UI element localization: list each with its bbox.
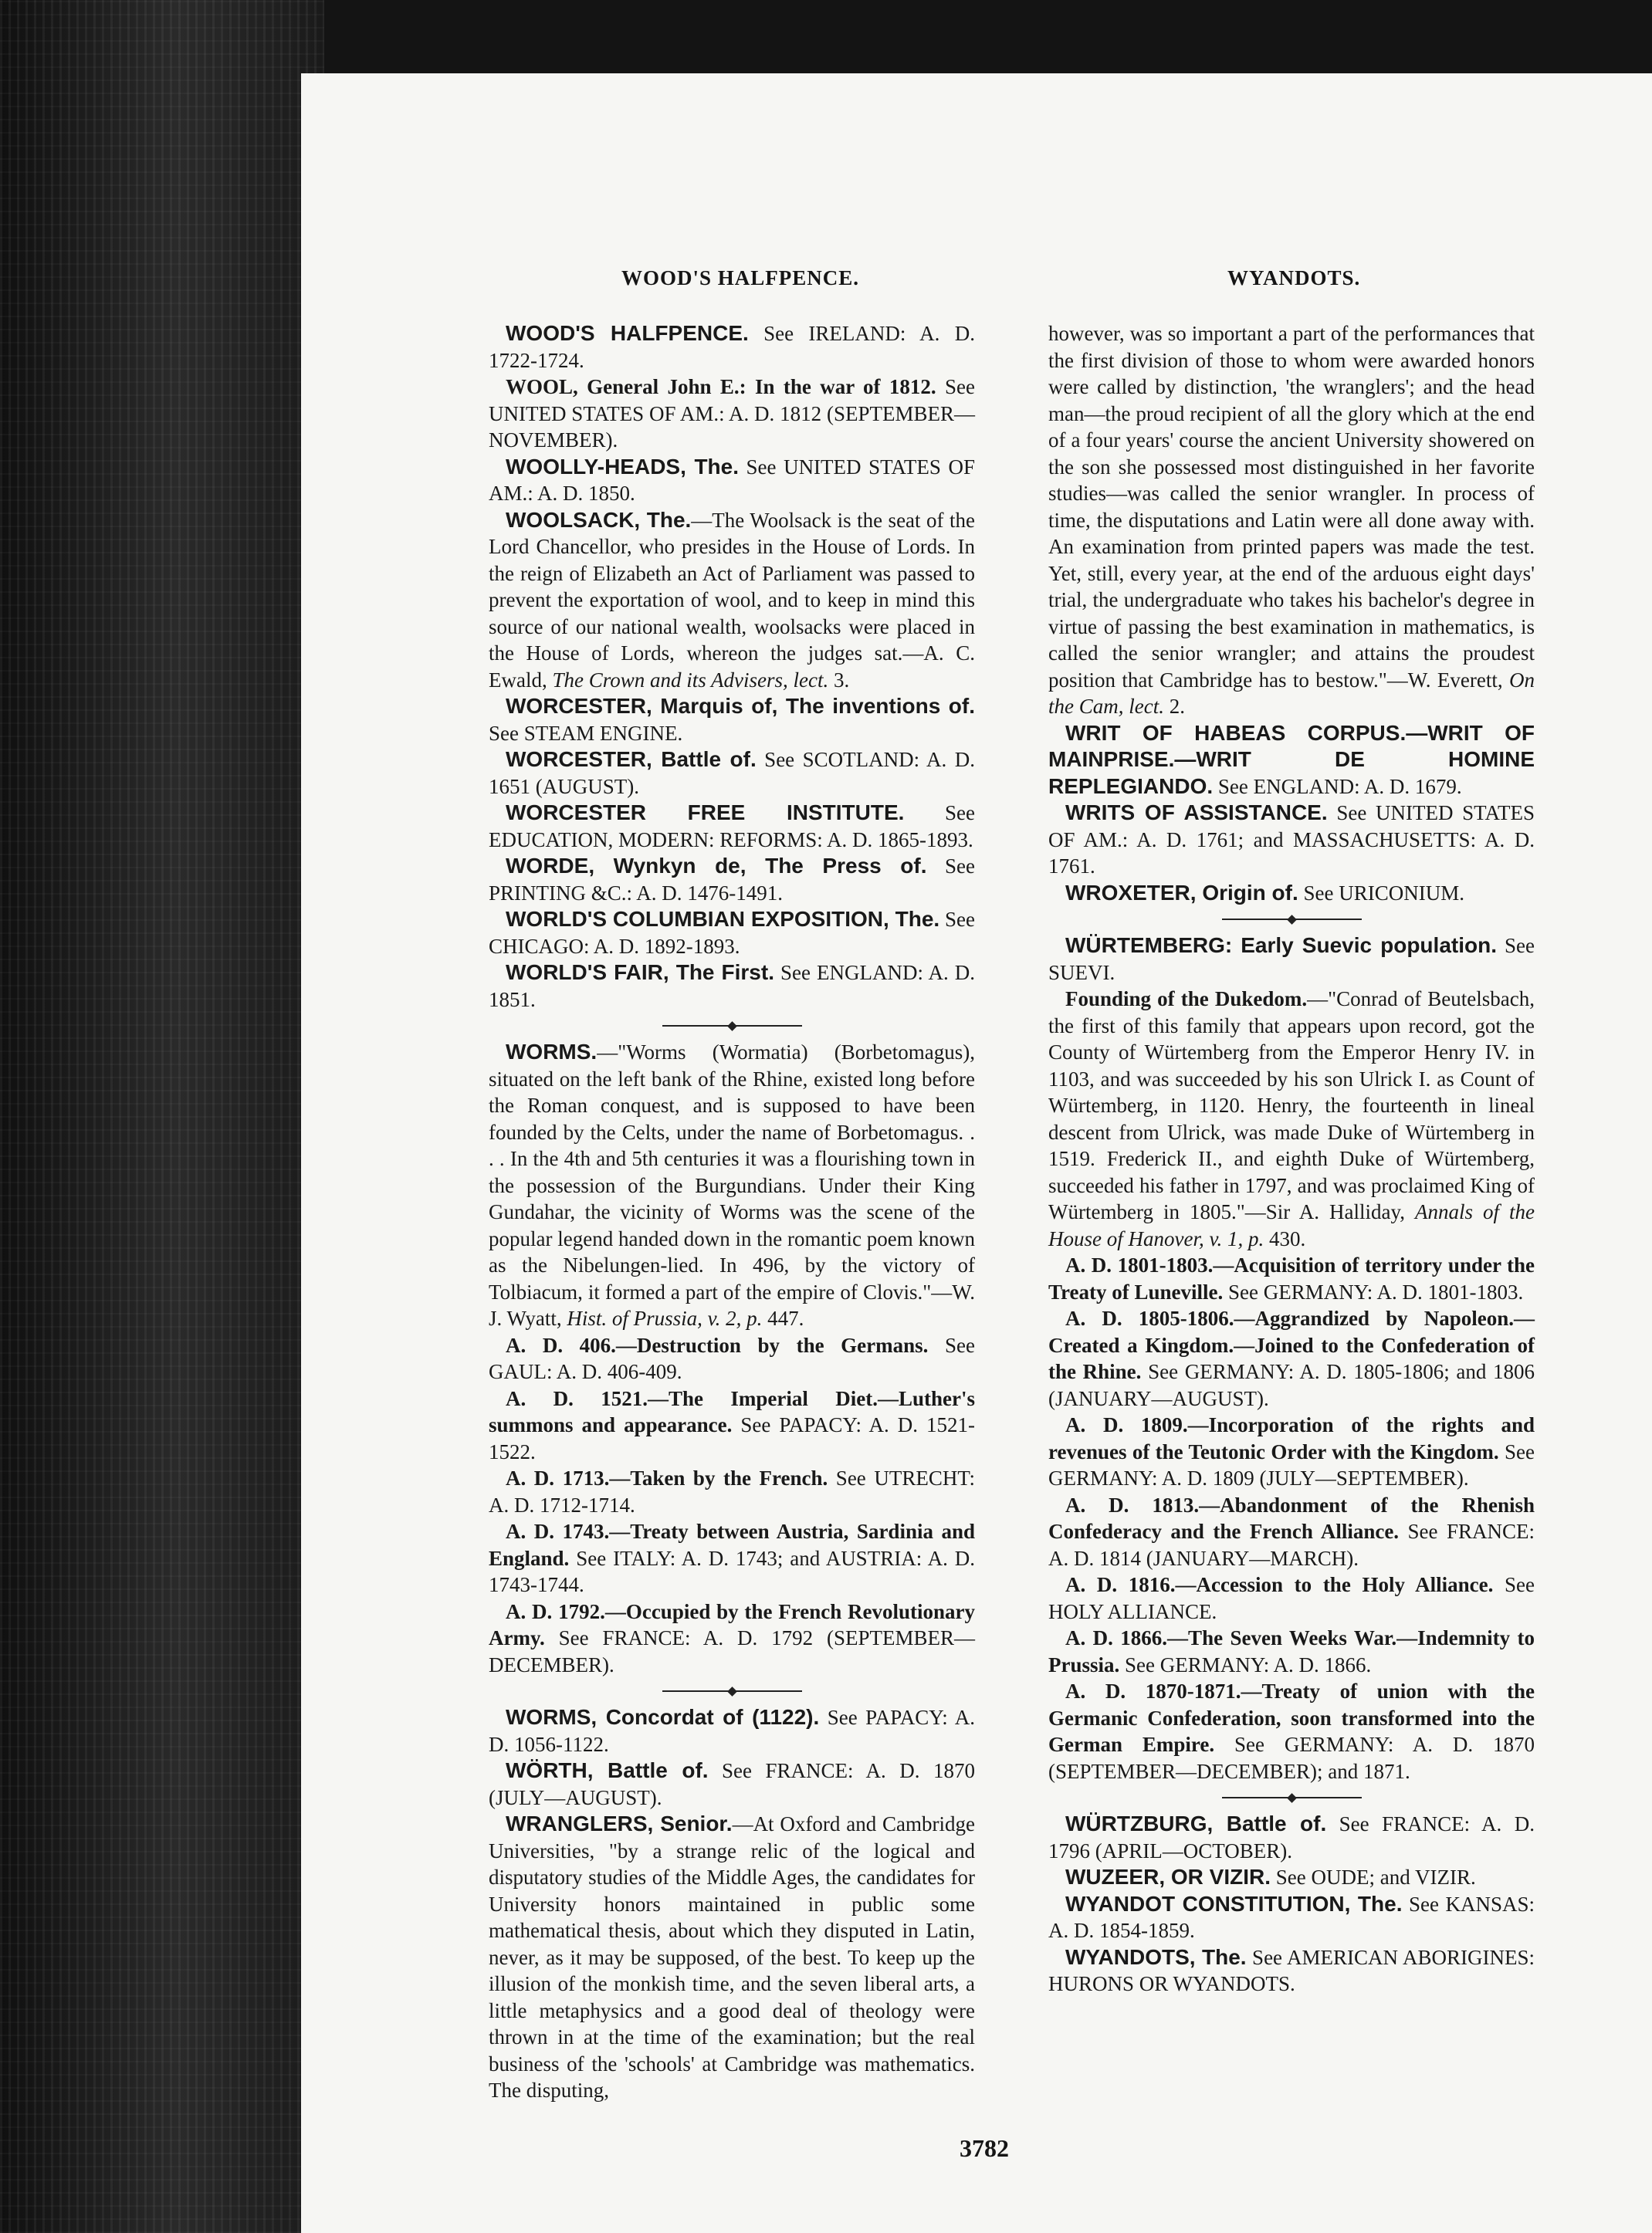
- diamond-ornament-icon: [1287, 1793, 1297, 1803]
- entry-headword: WORCESTER, Battle of.: [506, 747, 757, 771]
- entry-headword: WRIT OF HABEAS CORPUS.—WRIT OF MAINPRISE.—WRIT DE HOMINE REPLEGIANDO.: [1048, 720, 1535, 798]
- entry-headword: WUZEER, OR VIZIR.: [1065, 1865, 1271, 1889]
- entry-text: —The Woolsack is the seat of the Lord Chancellor, who presides in the House of Lords. In the reign of Elizabeth an Act of Parliament was passed to prevent the exportation of wool, and to keep in mind this source of our national wealth, woolsacks were placed in the House of Lords, whereon the judges sat.—A. C. Ewald,: [489, 508, 976, 692]
- entry: [489, 853, 975, 906]
- entry-text: See FRANCE: A. D. 1792 (SEPTEMBER—DECEMBER).: [489, 1626, 975, 1676]
- entry: [1048, 1864, 1535, 1891]
- entry-headword: A. D. 406.—Destruction by the Germans.: [506, 1333, 929, 1357]
- entry: [489, 959, 975, 1013]
- entry-headword: A. D. 1801-1803.—Acquisition of territory under the Treaty of Luneville.: [1048, 1254, 1535, 1304]
- section-divider: [1048, 906, 1535, 932]
- entry-headword: WORMS.: [506, 1040, 597, 1064]
- section-divider: [489, 1013, 975, 1039]
- entry-text: See UNITED STATES OF AM.: A. D. 1761; and MASSACHUSETTS: A. D. 1761.: [1048, 801, 1535, 878]
- entry-headword: Founding of the Dukedom.: [1065, 987, 1308, 1010]
- entry: [1048, 1572, 1535, 1625]
- entry: [489, 374, 975, 454]
- entry-text: See UTRECHT: A. D. 1712-1714.: [489, 1467, 975, 1517]
- page-number: 3782: [960, 2134, 1009, 2162]
- entry: [489, 746, 975, 800]
- diamond-ornament-icon: [727, 1021, 737, 1031]
- entry: [489, 507, 975, 694]
- entry-headword: WROXETER, Origin of.: [1065, 880, 1298, 905]
- entry-text: however, was so important a part of the performances that the first division of those to whom were awarded honors were called by distinction, 'the wranglers'; and the head man—the proud recipient of all the glory which at the end of a four years' course the ancient University showered on the son she possessed most distinguished in her favorite studies—was called the senior wrangler. In process of time, the disputations and Latin were all done away with. An examination from printed papers was made the test. Yet, still, every year, at the end of the arduous eight days' trial, the undergraduate who takes his bachelor's degree in virtue of passing the best examination in mathematics, is called the senior wrangler; and attains the proudest position that Cambridge has to bestow."—W. Everett,: [1048, 322, 1535, 692]
- entry-headword: A. D. 1866.—The Seven Weeks War.—Indemnity to Prussia.: [1048, 1626, 1535, 1676]
- entry-text: See OUDE; and VIZIR.: [1271, 1866, 1476, 1889]
- section-divider: [489, 1678, 975, 1704]
- entry-headword: WYANDOTS, The.: [1065, 1944, 1247, 1969]
- entry-headword: WORLD'S FAIR, The First.: [506, 960, 774, 984]
- entry-headword: WORCESTER, Marquis of, The inventions of.: [506, 694, 975, 718]
- entry-text: 3.: [828, 668, 850, 692]
- entry-headword: WOOD'S HALFPENCE.: [506, 321, 749, 345]
- entry: [489, 454, 975, 507]
- entry: [1048, 800, 1535, 880]
- entry: [489, 1039, 975, 1332]
- entry: [1048, 880, 1535, 907]
- entry-headword: A. D. 1521.—The Imperial Diet.—Luther's summons and appearance.: [489, 1386, 975, 1436]
- entry-text: See GAUL: A. D. 406-409.: [489, 1333, 975, 1383]
- entry-text: See UNITED STATES OF AM.: A. D. 1850.: [489, 455, 975, 505]
- entry-text: See FRANCE: A. D. 1814 (JANUARY—MARCH).: [1048, 1520, 1535, 1570]
- entry: [1048, 1891, 1535, 1944]
- entry-text: See FRANCE: A. D. 1870 (JULY—AUGUST).: [489, 1759, 975, 1809]
- entry-text: See ENGLAND: A. D. 1679.: [1213, 774, 1462, 798]
- entry: [489, 1332, 975, 1385]
- entry: [489, 1465, 975, 1518]
- entry: [489, 800, 975, 853]
- entry: [489, 693, 975, 746]
- entry: [1048, 1678, 1535, 1785]
- entry-text: See ENGLAND: A. D. 1851.: [489, 961, 975, 1011]
- left-column: [489, 320, 975, 2104]
- entry: [1048, 1811, 1535, 1864]
- entry-text: See URICONIUM.: [1298, 881, 1465, 905]
- entry-headword: WOOLSACK, The.: [506, 507, 692, 532]
- entry-headword: A. D. 1805-1806.—Aggrandized by Napoleon.—Created a Kingdom.—Joined to the Confederation of the Rhine.: [1048, 1307, 1535, 1383]
- entry-text: See GERMANY: A. D. 1866.: [1119, 1653, 1372, 1676]
- entry-citation: On the Cam, lect.: [1048, 668, 1535, 718]
- entry-text: See HOLY ALLIANCE.: [1048, 1573, 1535, 1623]
- entry-headword: WORLD'S COLUMBIAN EXPOSITION, The.: [506, 907, 940, 931]
- entry-headword: WOOL, General John E.: In the war of 1812.: [506, 375, 936, 398]
- entry-text: See PRINTING &C.: A. D. 1476-1491.: [489, 854, 975, 905]
- entry-headword: WÖRTH, Battle of.: [506, 1758, 709, 1782]
- entry-text: See EDUCATION, MODERN: REFORMS: A. D. 1865-1893.: [489, 801, 975, 851]
- entry-text: See FRANCE: A. D. 1796 (APRIL—OCTOBER).: [1048, 1812, 1535, 1863]
- entry-headword: WRANGLERS, Senior.: [506, 1812, 733, 1835]
- entry: [1048, 1412, 1535, 1492]
- entry-headword: WÜRTEMBERG: Early Suevic population.: [1065, 933, 1497, 957]
- entry-headword: A. D. 1713.—Taken by the French.: [506, 1467, 828, 1490]
- right-column: [1048, 320, 1535, 1998]
- entry-text: See IRELAND: A. D. 1722-1724.: [489, 322, 975, 372]
- entry-headword: A. D. 1813.—Abandonment of the Rhenish Confederacy and the French Alliance.: [1048, 1493, 1535, 1543]
- entry-text: 447.: [762, 1307, 804, 1330]
- entry: [1048, 1944, 1535, 1998]
- entry-headword: A. D. 1816.—Accession to the Holy Alliance.: [1065, 1573, 1494, 1596]
- entry: [489, 1758, 975, 1811]
- entry-text: —"Conrad of Beutelsbach, the first of this family that appears upon record, got the County of Würtemberg from the Emperor Henry IV. in 1103, and was succeeded by his son Ulrick I. as Count of Würtemberg, in 1120. Henry, the fourteenth in lineal descent from Ulrick, was made Duke of Würtemberg in 1519. Frederick II., and eighth Duke of Würtemberg, succeeded his father in 1797, and was proclaimed King of Würtemberg in 1805."—Sir A. Halliday,: [1048, 987, 1535, 1223]
- entry-citation: Annals of the House of Hanover, v. 1, p.: [1048, 1200, 1535, 1250]
- diamond-ornament-icon: [1287, 915, 1297, 925]
- section-divider: [1048, 1785, 1535, 1811]
- entry-text: —"Worms (Wormatia) (Borbetomagus), situated on the left bank of the Rhine, existed long before the Roman conquest, and is supposed to have been founded by the Celts, under the name of Borbetomagus. . . . In the 4th and 5th centuries it was a flourishing town in the possession of the Burgundians. Under their King Gundahar, the vicinity of Worms was the scene of the popular legend handed down in the romantic poem known as the Nibelungen-lied. In 496, by the victory of Tolbiacum, it formed a part of the empire of Clovis."—W. J. Wyatt,: [489, 1040, 975, 1330]
- entry-headword: A. D. 1870-1871.—Treaty of union with the Germanic Confederation, soon transformed into the German Empire.: [1048, 1680, 1535, 1756]
- entry-headword: A. D. 1792.—Occupied by the French Revolutionary Army.: [489, 1599, 975, 1649]
- entry-headword: WORCESTER FREE INSTITUTE.: [506, 800, 905, 824]
- entry: [1048, 986, 1535, 1252]
- entry-text: See KANSAS: A. D. 1854-1859.: [1048, 1892, 1535, 1942]
- entry-headword: A. D. 1743.—Treaty between Austria, Sardinia and England.: [489, 1520, 975, 1570]
- entry: [1048, 1492, 1535, 1572]
- entry: [1048, 1625, 1535, 1678]
- entry-headword: WORMS, Concordat of (1122).: [506, 1705, 820, 1729]
- entry: [489, 1385, 975, 1466]
- entry: [1048, 720, 1535, 800]
- entry-citation: Hist. of Prussia, v. 2, p.: [567, 1307, 763, 1330]
- entry: [489, 1704, 975, 1758]
- entry-headword: A. D. 1809.—Incorporation of the rights and revenues of the Teutonic Order with the Kingdom.: [1048, 1413, 1535, 1463]
- entry-text: —At Oxford and Cambridge Universities, "by a strange relic of the logical and disputatory studies of the Middle Ages, the candidates for University honors maintained in public some mathematical thesis, about which they disputed in Latin, never, as it may be supposed, of the best. To keep up the illusion of the monkish time, and the seven liberal arts, a little metaphysics and a good deal of theology were thrown in at the time of the examination; but the real business of the 'schools' at Cambridge was mathematics. The disputing,: [489, 1812, 976, 2102]
- entry-citation: The Crown and its Advisers, lect.: [552, 668, 829, 692]
- entry: [489, 906, 975, 959]
- entry: [1048, 1305, 1535, 1412]
- entry-headword: WRITS OF ASSISTANCE.: [1065, 800, 1328, 824]
- entry-text: See PAPACY: A. D. 1056-1122.: [489, 1706, 975, 1756]
- entry-text: See CHICAGO: A. D. 1892-1893.: [489, 908, 976, 958]
- entry-text: See UNITED STATES OF AM.: A. D. 1812 (SEPTEMBER—NOVEMBER).: [489, 375, 976, 452]
- entry-text: See AMERICAN ABORIGINES: HURONS OR WYANDOTS.: [1048, 1945, 1535, 1995]
- entry: [489, 1811, 975, 2104]
- running-head-left: WOOD'S HALFPENCE.: [621, 266, 860, 289]
- entry-text: See SUEVI.: [1048, 934, 1535, 984]
- entry: [489, 320, 975, 374]
- entry-text: See GERMANY: A. D. 1870 (SEPTEMBER—DECEMBER); and 1871.: [1048, 1733, 1535, 1783]
- entry-headword: WORDE, Wynkyn de, The Press of.: [506, 854, 927, 878]
- entry-headword: WOOLLY-HEADS, The.: [506, 454, 739, 479]
- entry-headword: WÜRTZBURG, Battle of.: [1065, 1812, 1327, 1835]
- running-head-right: WYANDOTS.: [1227, 266, 1361, 289]
- entry-text: See STEAM ENGINE.: [489, 721, 683, 745]
- entry-headword: WYANDOT CONSTITUTION, The.: [1065, 1891, 1403, 1916]
- entry-text: See GERMANY: A. D. 1809 (JULY—SEPTEMBER).: [1048, 1440, 1535, 1490]
- entry: [489, 1518, 975, 1599]
- entry-text: See GERMANY: A. D. 1801-1803.: [1223, 1280, 1524, 1304]
- scanned-binding-edge: [0, 0, 324, 2233]
- entry-text: 430.: [1264, 1226, 1306, 1250]
- entry-text: See PAPACY: A. D. 1521-1522.: [489, 1413, 975, 1463]
- entry-text: See ITALY: A. D. 1743; and AUSTRIA: A. D. 1743-1744.: [489, 1546, 975, 1596]
- book-page: [301, 73, 1652, 2233]
- entry-text: See GERMANY: A. D. 1805-1806; and 1806 (JANUARY—AUGUST).: [1048, 1360, 1535, 1410]
- diamond-ornament-icon: [727, 1687, 737, 1697]
- entry: [489, 1599, 975, 1679]
- entry: [1048, 320, 1535, 720]
- entry: [1048, 1252, 1535, 1305]
- entry-text: 2.: [1163, 695, 1185, 718]
- entry: [1048, 932, 1535, 986]
- entry-text: See SCOTLAND: A. D. 1651 (AUGUST).: [489, 748, 976, 798]
